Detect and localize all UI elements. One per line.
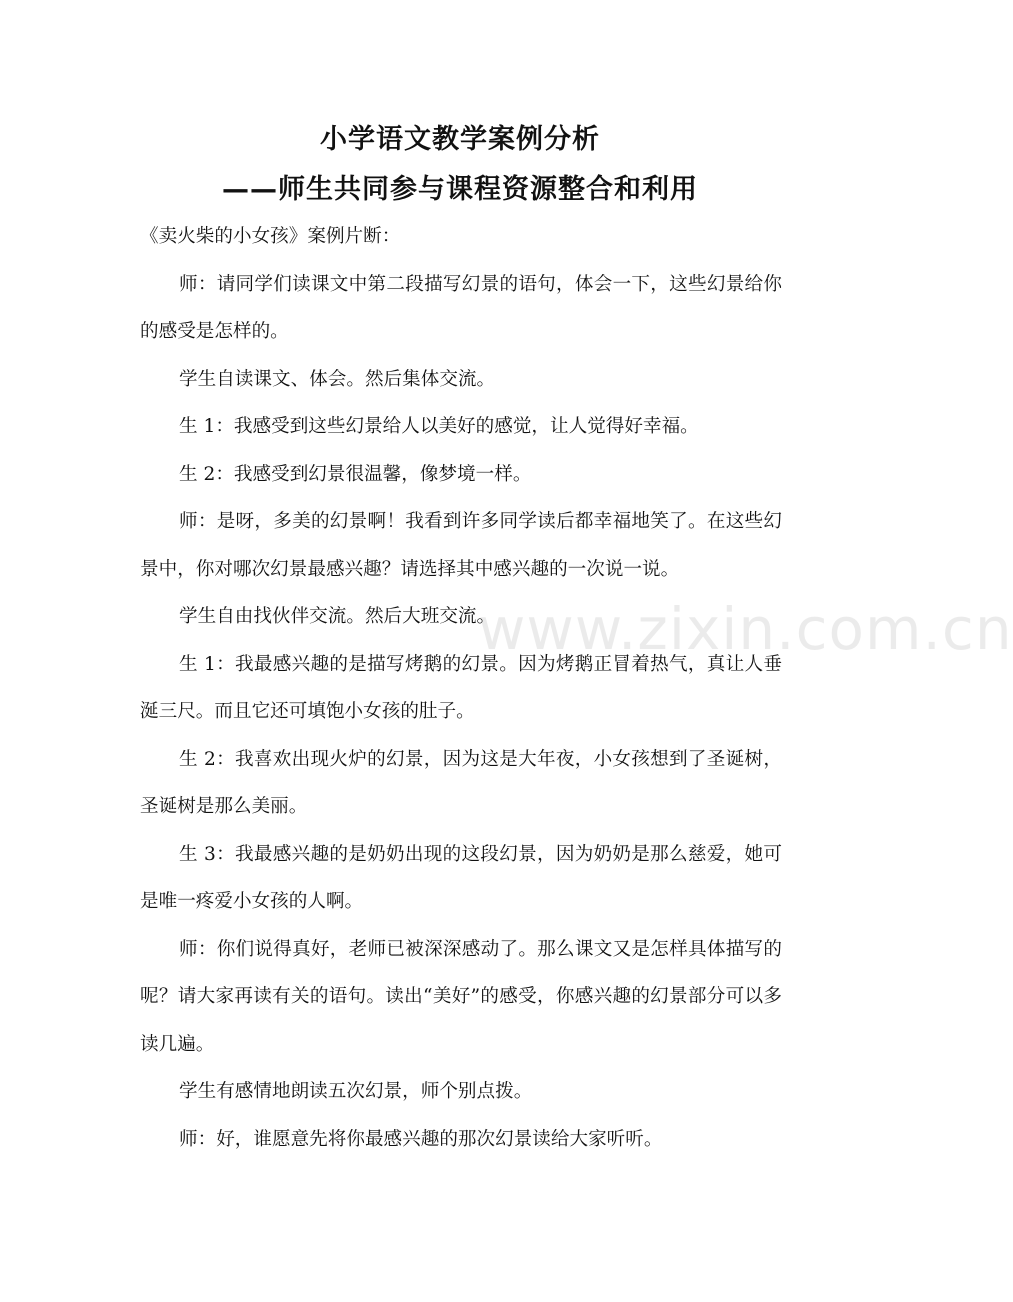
paragraph: 学生自读课文、体会。然后集体交流。 (179, 368, 496, 390)
document-body (140, 213, 782, 1163)
paragraph: 生 1：我最感兴趣的是描写烤鹅的幻景。因为烤鹅正冒着热气，真让人垂涎三尺。而且它还可填饱小女孩的肚子。 (140, 653, 782, 722)
paragraph: 师：请同学们读课文中第二段描写幻景的语句，体会一下，这些幻景给你的感受是怎样的。 (140, 273, 782, 342)
paragraph: 师：是呀，多美的幻景啊！我看到许多同学读后都幸福地笑了。在这些幻景中，你对哪次幻景最感兴趣？请选择其中感兴趣的一次说一说。 (140, 511, 782, 580)
paragraph: 学生自由找伙伴交流。然后大班交流。 (179, 606, 496, 627)
document-subtitle: ——师生共同参与课程资源整合和利用 (222, 174, 698, 205)
paragraph: 生 2：我感受到幻景很温馨，像梦境一样。 (179, 463, 532, 485)
case-intro: 《卖火柴的小女孩》案例片断： (140, 226, 401, 247)
watermark: www.zixin.com.cn (478, 595, 1013, 663)
paragraph: 学生有感情地朗读五次幻景，师个别点拨。 (179, 1081, 533, 1102)
paragraph: 师：好，谁愿意先将你最感兴趣的那次幻景读给大家听听。 (179, 1128, 663, 1150)
paragraph: 生 2：我喜欢出现火炉的幻景，因为这是大年夜，小女孩想到了圣诞树，圣诞树是那么美丽。 (140, 748, 782, 817)
document-title: 小学语文教学案例分析 (320, 124, 600, 155)
paragraph: 生 3：我最感兴趣的是奶奶出现的这段幻景，因为奶奶是那么慈爱，她可是唯一疼爱小女孩的人啊。 (140, 843, 782, 912)
paragraph: 师：你们说得真好，老师已被深深感动了。那么课文又是怎样具体描写的呢？请大家再读有关的语句。读出“美好”的感受，你感兴趣的幻景部分可以多读几遍。 (140, 938, 782, 1055)
paragraph: 生 1：我感受到这些幻景给人以美好的感觉，让人觉得好幸福。 (179, 416, 699, 437)
